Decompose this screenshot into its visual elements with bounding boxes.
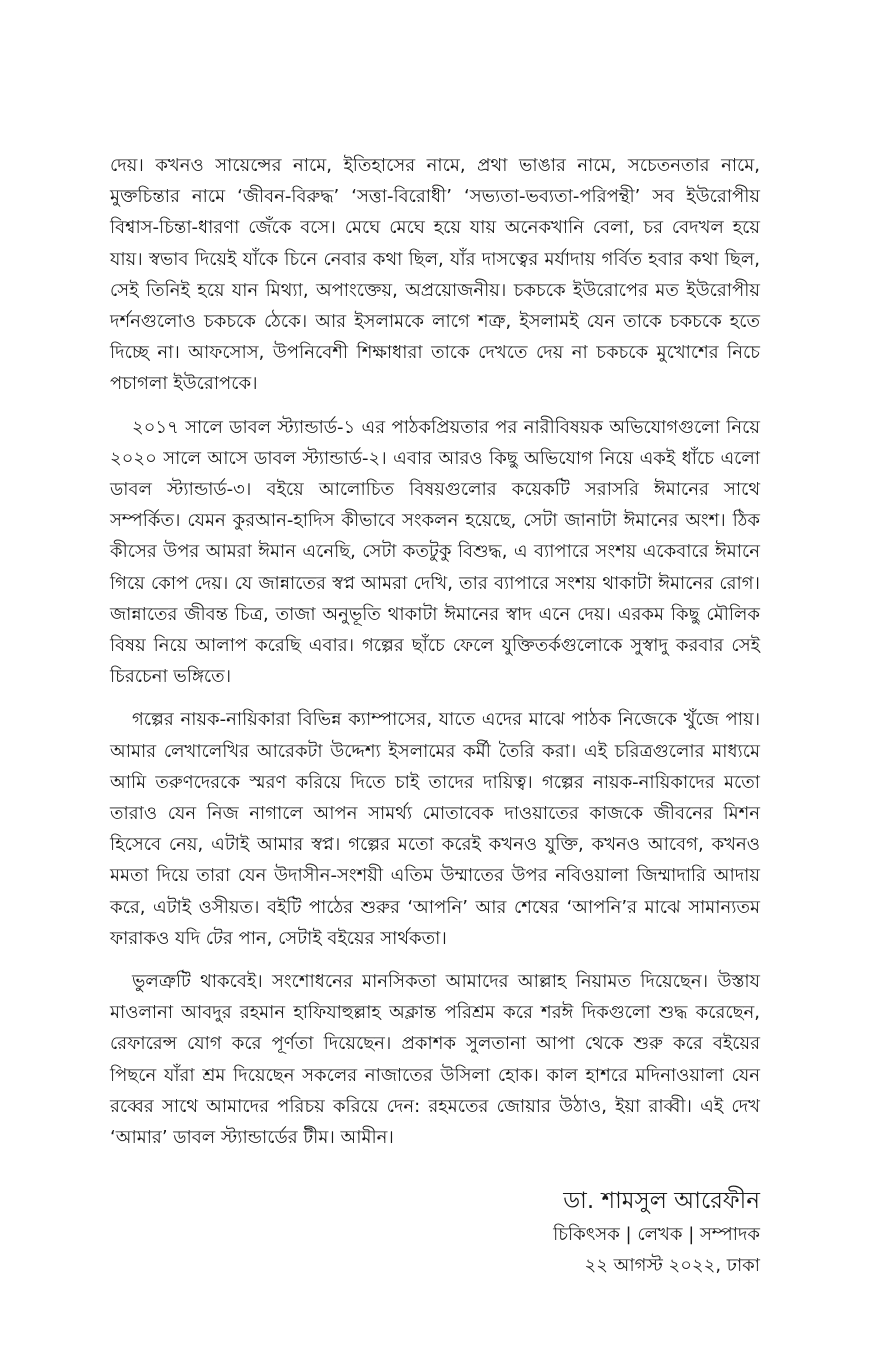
paragraph-4: ভুলত্রুটি থাকবেই। সংশোধনের মানসিকতা আমাদের আল্লাহ নিয়ামত দিয়েছেন। উস্তায মাওলানা আবদুর রহমান হাফিযাহুল্লাহ অক্লান্ত পরিশ্রম করে শরঈ দিকগুলো শুদ্ধ করেছেন, রেফারেন্স যোগ করে পূর্ণতা দিয়েছেন। প্রকাশক সুলতানা আপা থেকে শুরু করে বইয়ের পিছনে যাঁরা শ্রম দিয়েছেন সকলের নাজাতের উসিলা হোক। কাল হাশরে মদিনাওয়ালা যেন রব্বের সাথে আমাদের পরিচয় করিয়ে দেন: রহমতের জোয়ার উঠাও, ইয়া রাব্বী। এই দেখ ‘আমার’ ডাবল স্ট্যান্ডার্ডের টীম। আমীন। xyxy=(110,971,760,1149)
author-roles: চিকিৎসক | লেখক | সম্পাদক xyxy=(553,1224,760,1245)
preface-body xyxy=(110,150,760,1165)
paragraph-2: ২০১৭ সালে ডাবল স্ট্যান্ডার্ড-১ এর পাঠকপ্রিয়তার পর নারীবিষয়ক অভিযোগগুলো নিয়ে ২০২০ সালে আসে ডাবল স্ট্যান্ডার্ড-২। এবার আরও কিছু অভিযোগ নিয়ে একই ধাঁচে এলো ডাবল স্ট্যান্ডার্ড-৩। বইয়ে আলোচিত বিষয়গুলোর কয়েকটি সরাসরি ঈমানের সাথে সম্পর্কিত। যেমন কুরআন-হাদিস কীভাবে সংকলন হয়েছে, সেটা জানাটা ঈমানের অংশ। ঠিক কীসের উপর আমরা ঈমান এনেছি, সেটা কতটুকু বিশুদ্ধ, এ ব্যাপারে সংশয় একেবারে ঈমানে গিয়ে কোপ দেয়। যে জান্নাতের স্বপ্ন আমরা দেখি, তার ব্যাপারে সংশয় থাকাটা ঈমানের রোগ। জান্নাতের জীবন্ত চিত্র, তাজা অনুভূতি থাকাটা ঈমানের স্বাদ এনে দেয়। এরকম কিছু মৌলিক বিষয় নিয়ে আলাপ করেছি এবার। গল্পের ছাঁচে ফেলে যুক্তিতর্কগুলোকে সুস্বাদু করবার সেই চিরচেনা ভঙ্গিতে। xyxy=(110,416,760,688)
author-signature-block xyxy=(553,1183,760,1281)
paragraph-1: দেয়। কখনও সায়েন্সের নামে, ইতিহাসের নামে, প্রথা ভাঙার নামে, সচেতনতার নামে, মুক্তচিন্তার নামে ‘জীবন-বিরুদ্ধ’ ‘সত্তা-বিরোধী’ ‘সভ্যতা-ভব্যতা-পরিপন্থী’ সব ইউরোপীয় বিশ্বাস-চিন্তা-ধারণা জেঁকে বসে। মেঘে মেঘে হয়ে যায় অনেকখানি বেলা, চর বেদখল হয়ে যায়। স্বভাব দিয়েই যাঁকে চিনে নেবার কথা ছিল, যাঁর দাসত্বের মর্যাদায় গর্বিত হবার কথা ছিল, সেই তিনিই হয়ে যান মিথ্যা, অপাংক্তেয়, অপ্রয়োজনীয়। চকচকে ইউরোপের মত ইউরোপীয় দর্শনগুলোও চকচকে ঠেকে। আর ইসলামকে লাগে শত্রু, ইসলামই যেন তাকে চকচকে হতে দিচ্ছে না। আফসোস, উপনিবেশী শিক্ষাধারা তাকে দেখতে দেয় না চকচকে মুখোশের নিচে পচাগলা ইউরোপকে। xyxy=(110,155,760,395)
paragraph-3: গল্পের নায়ক-নায়িকারা বিভিন্ন ক্যাম্পাসের, যাতে এদের মাঝে পাঠক নিজেকে খুঁজে পায়। আমার লেখালেখির আরেকটা উদ্দেশ্য ইসলামের কর্মী তৈরি করা। এই চরিত্রগুলোর মাধ্যমে আমি তরুণদেরকে স্মরণ করিয়ে দিতে চাই তাদের দায়িত্ব। গল্পের নায়ক-নায়িকাদের মতো তারাও যেন নিজ নাগালে আপন সামর্থ্য মোতাবেক দাওয়াতের কাজকে জীবনের মিশন হিসেবে নেয়, এটাই আমার স্বপ্ন। গল্পের মতো করেই কখনও যুক্তি, কখনও আবেগ, কখনও মমতা দিয়ে তারা যেন উদাসীন-সংশয়ী এতিম উম্মাতের উপর নবিওয়ালা জিম্মাদারি আদায় করে, এটাই ওসীয়ত। বইটি পাঠের শুরুর ‘আপনি’ আর শেষের ‘আপনি’র মাঝে সামান্যতম ফারাকও যদি টের পান, সেটাই বইয়ের সার্থকতা। xyxy=(110,709,760,949)
author-name: ডা. শামসুল আরেফীন xyxy=(563,1188,760,1214)
date-place: ২২ আগস্ট ২০২২, ঢাকা xyxy=(584,1255,760,1276)
